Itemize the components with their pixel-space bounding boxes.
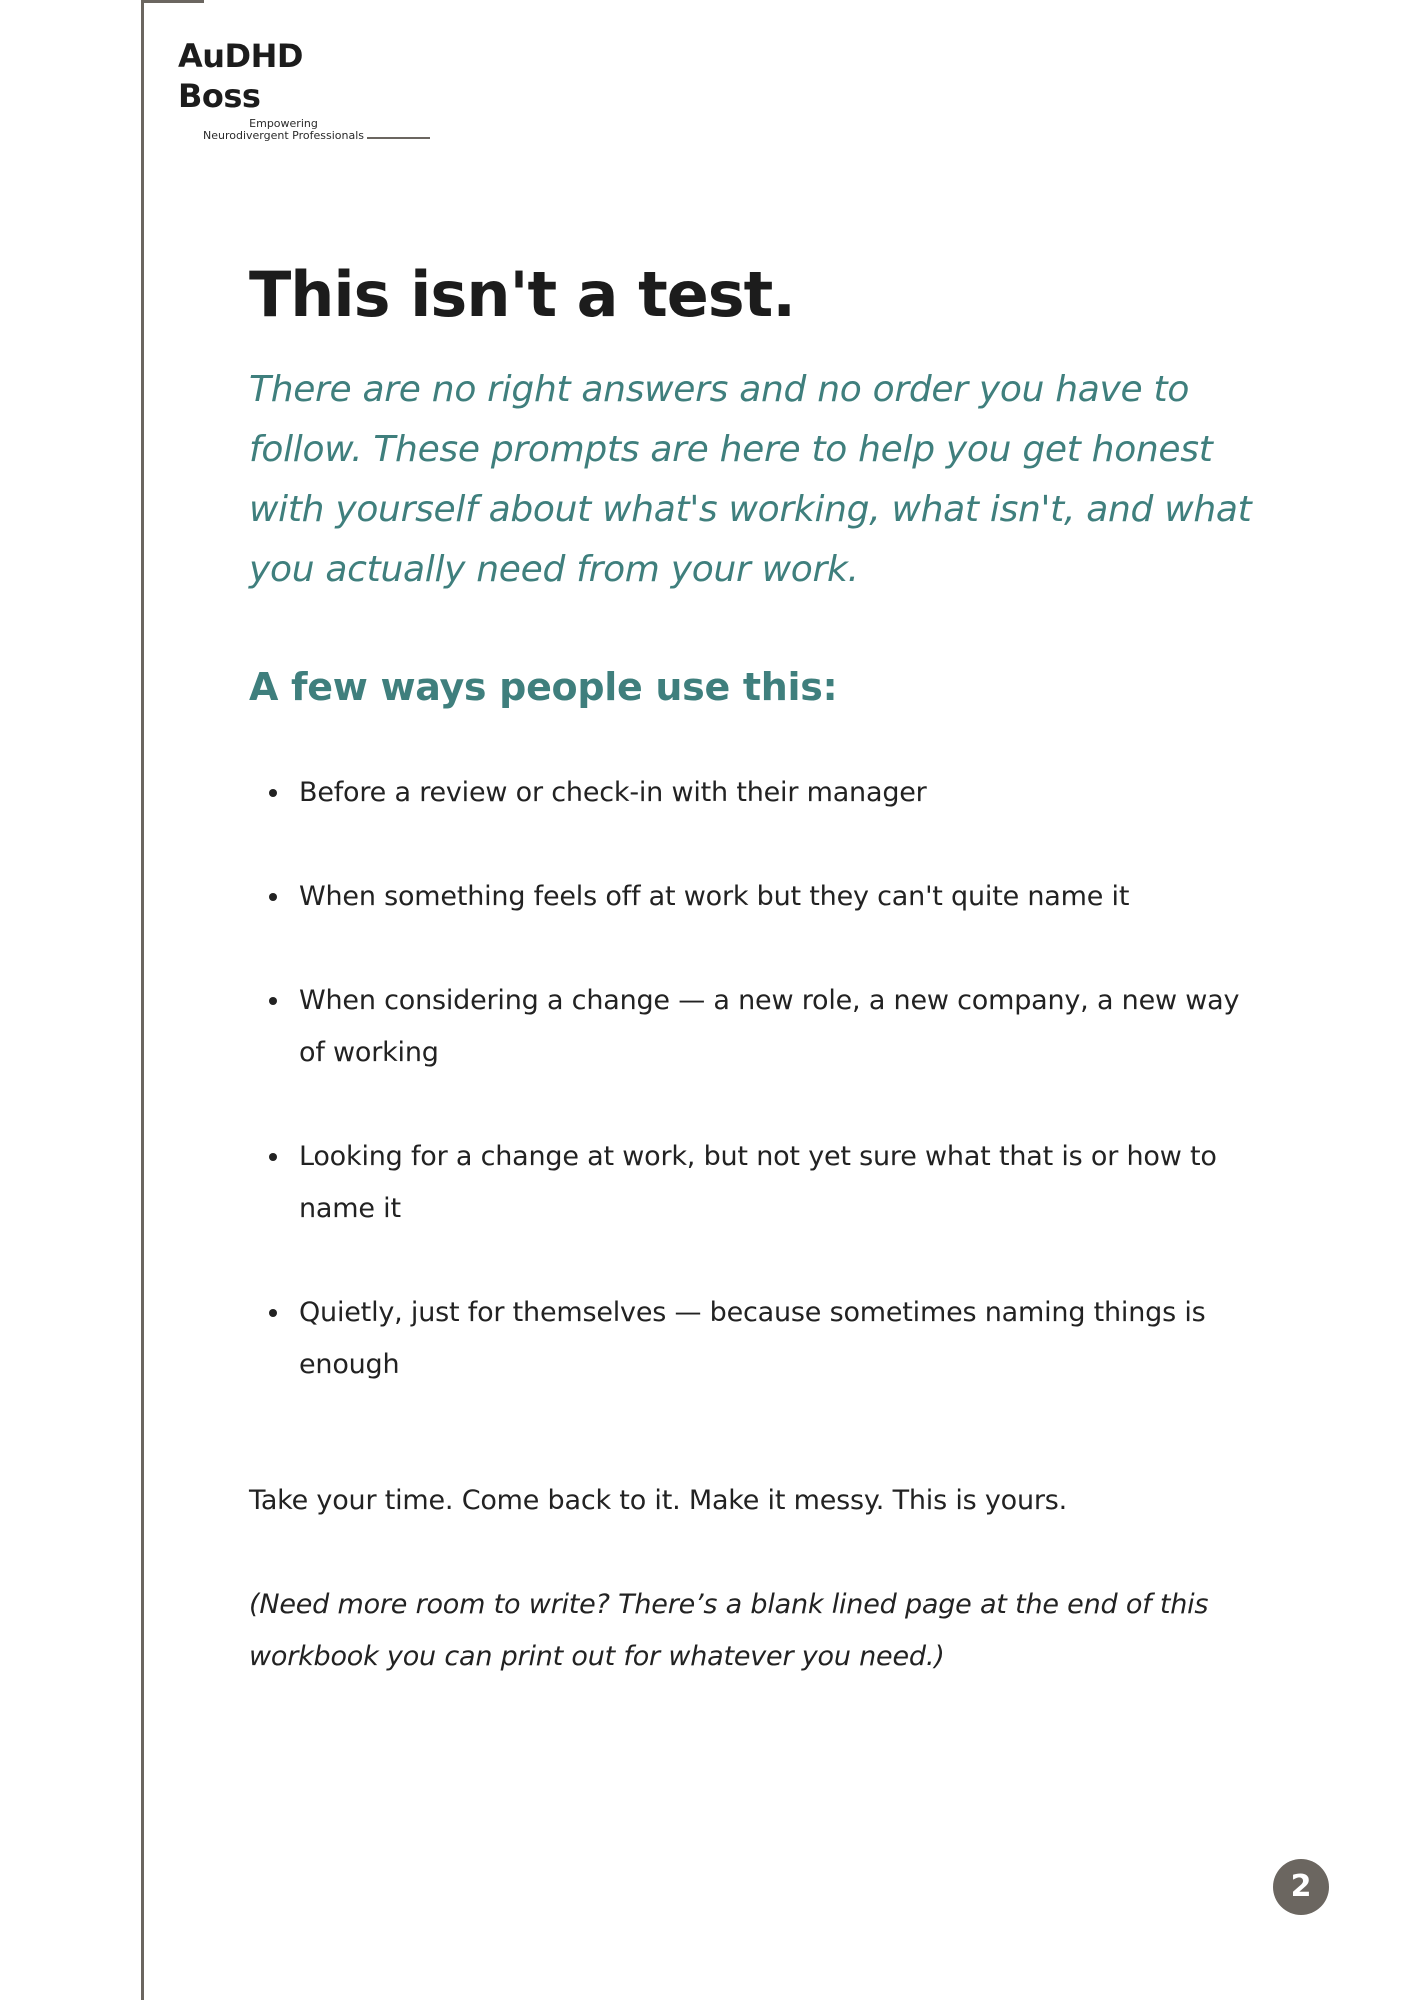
- list-item-text: Before a review or check-in with their manager: [299, 777, 927, 808]
- list-item: [249, 1287, 1269, 1391]
- list-item-text: Quietly, just for themselves — because sometimes naming things is enough: [299, 1297, 1206, 1380]
- page-title: This isn't a test.: [249, 258, 795, 331]
- list-item: [249, 767, 1269, 819]
- bullet-icon: [269, 1153, 277, 1161]
- brand-logo: [178, 36, 393, 142]
- brand-underline: [367, 137, 430, 139]
- bullet-icon: [269, 997, 277, 1005]
- brand-tagline-line1: Empowering: [249, 117, 318, 130]
- brand-tagline-line2: Neurodivergent Professionals: [203, 129, 364, 142]
- list-item-text: When something feels off at work but they can't quite name it: [299, 881, 1130, 912]
- margin-rule-tick: [141, 0, 204, 3]
- brand-name: AuDHD Boss: [178, 37, 303, 115]
- bullet-icon: [269, 789, 277, 797]
- list-item-text: Looking for a change at work, but not yet sure what that is or how to name it: [299, 1141, 1217, 1224]
- uses-list: [249, 767, 1269, 1391]
- list-item: [249, 1131, 1269, 1235]
- workbook-note: (Need more room to write? There’s a blank lined page at the end of this workbook you can print out for whatever you need.): [249, 1589, 1209, 1672]
- page-number-badge: 2: [1273, 1859, 1329, 1915]
- margin-rule: [141, 0, 144, 2000]
- page-content: [249, 250, 1269, 1683]
- bullet-icon: [269, 1309, 277, 1317]
- list-item: [249, 871, 1269, 923]
- intro-paragraph: There are no right answers and no order you have to follow. These prompts are here to help you get honest with yourself about what's working, what isn't, and what you actually need from your work.: [249, 369, 1252, 590]
- list-item: [249, 975, 1269, 1079]
- section-heading: A few ways people use this:: [249, 665, 838, 709]
- bullet-icon: [269, 893, 277, 901]
- closing-line: Take your time. Come back to it. Make it messy. This is yours.: [249, 1485, 1068, 1516]
- list-item-text: When considering a change — a new role, a new company, a new way of working: [299, 985, 1240, 1068]
